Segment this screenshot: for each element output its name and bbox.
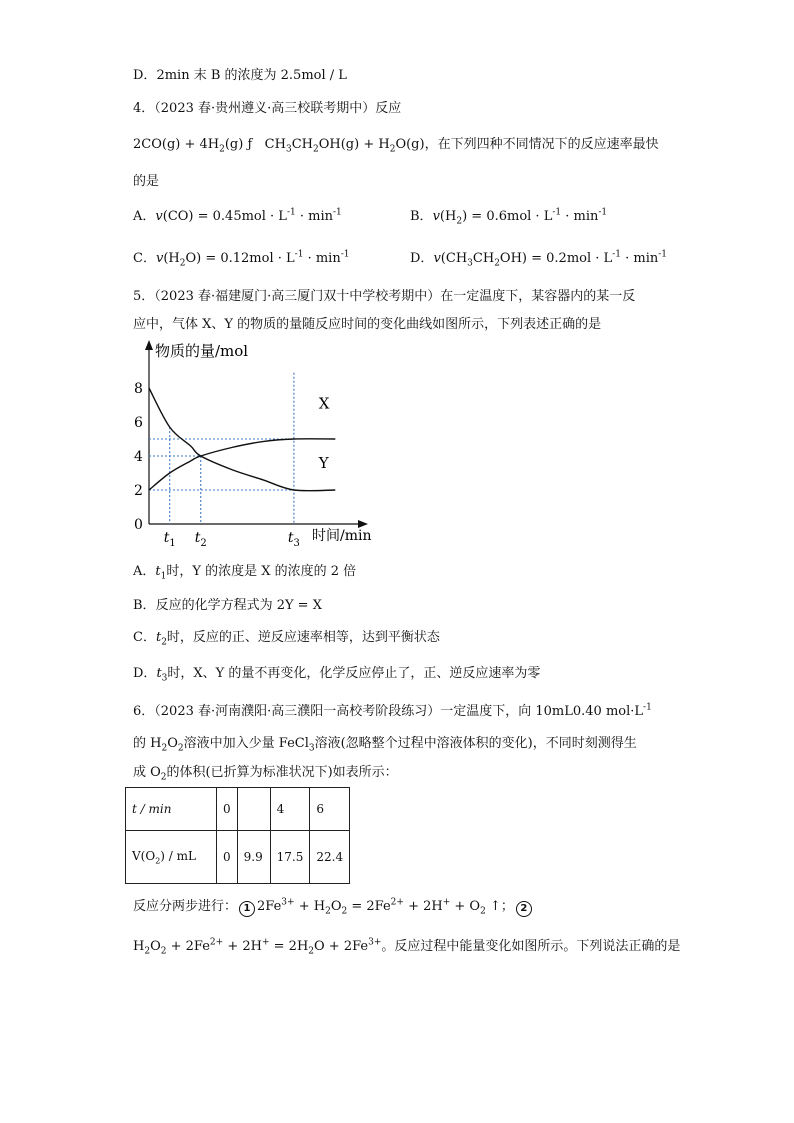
- table-row-time: [126, 788, 350, 831]
- volume-table: [125, 787, 350, 884]
- y-tick-label: 0: [134, 517, 143, 533]
- y-tick-label: 6: [134, 415, 143, 431]
- q4-option-d: D．$v(CH_3CH_2OH) = 0.2mol \cdot L^{-1} \cdot \min^{-1}$: [410, 249, 668, 269]
- y-axis-arrow: [145, 340, 153, 350]
- q6-header: 6．（2023 春·河南濮阳·高三濮阳一高校考阶段练习）一定温度下，向 10mL0.40 $mol\cdot L^{-1}$: [133, 702, 652, 719]
- q5-option-b: B．反应的化学方程式为 2Y = X: [133, 598, 322, 613]
- table-cell: 0: [217, 831, 238, 884]
- q6-line-3: 成 $O_2$的体积(已折算为标准状况下)如表所示：: [133, 765, 398, 783]
- series-label-x: X: [318, 394, 330, 413]
- q4-equation: $2CO(g) + 4H_2(g)$ ƒ $CH_3CH_2OH(g) + H_2O(g)$，在下列四种不同情况下的反应速率最快: [133, 137, 659, 155]
- table-cell: 9.9: [237, 831, 270, 884]
- curve-y: [149, 439, 335, 490]
- table-cell-blank: [237, 788, 270, 831]
- x-tick-label-t1: $t_1$: [163, 530, 176, 549]
- option-label: D．: [133, 68, 157, 83]
- x-axis-title: 时间/min: [312, 528, 372, 544]
- amount-time-chart: [126, 334, 386, 554]
- q6-steps: 反应分两步进行： 1 $2Fe^{3+} + H_2O_2 = 2Fe^{2+} + 2H^+ + O_2$ ↑； 2: [133, 898, 534, 917]
- y-tick-label: 2: [134, 483, 143, 499]
- q4-option-b: B．$v(H_2) = 0.6mol \cdot L^{-1} \cdot \min^{-1}$: [410, 207, 608, 227]
- x-tick-label-t2: $t_2$: [194, 530, 207, 549]
- q3-option-d: [133, 67, 347, 85]
- q4-option-a: A．$v(CO) = 0.45mol \cdot L^{-1} \cdot \min^{-1}$: [133, 207, 342, 224]
- option-text: 2min 末 B 的浓度为 2.5mol / L: [156, 68, 347, 83]
- y-axis-title: 物质的量/mol: [155, 342, 249, 360]
- y-tick-label: 8: [134, 381, 143, 397]
- table-row-volume: [126, 831, 350, 884]
- q6-step-2: $H_2O_2 + 2Fe^{2+} + 2H^+ = 2H_2O + 2Fe^{3+}$。反应过程中能量变化如图所示。下列说法正确的是: [133, 937, 681, 957]
- q4-header: 4．（2023 春·贵州遵义·高三校联考期中）反应: [133, 101, 402, 116]
- y-tick-label: 4: [134, 449, 143, 465]
- q6-line-2: 的 $H_2O_2$溶液中加入少量 FeCl$_3$溶液(忽略整个过程中溶液体积的变化)，不同时刻测得生: [133, 736, 637, 754]
- table-header-volume: $V(O_2)$ / mL: [126, 831, 217, 884]
- q4-continued: 的是: [133, 174, 160, 189]
- q5-header-2: 应中，气体 X、Y 的物质的量随反应时间的变化曲线如图所示，下列表述正确的是: [133, 317, 602, 332]
- x-tick-label-t3: $t_3$: [287, 530, 300, 549]
- x-axis-arrow: [358, 520, 368, 528]
- series-label-y: Y: [318, 453, 329, 472]
- table-header-time: t / min: [126, 788, 217, 831]
- table-cell: 0: [217, 788, 238, 831]
- q5-option-c: C．$t_2$时，反应的正、逆反应速率相等，达到平衡状态: [133, 630, 440, 648]
- q5-option-d: D．$t_3$时，X、Y 的量不再变化，化学反应停止了，正、逆反应速率为零: [133, 666, 541, 684]
- table-cell: 22.4: [310, 831, 350, 884]
- step-2-marker: 2: [516, 901, 532, 917]
- table-cell: 17.5: [270, 831, 310, 884]
- q4-option-c: C．$v(H_2O) = 0.12mol \cdot L^{-1} \cdot \min^{-1}$: [133, 249, 350, 269]
- table-cell: 4: [270, 788, 310, 831]
- table-cell: 6: [310, 788, 350, 831]
- q5-header: 5．（2023 春·福建厦门·高三厦门双十中学校考期中）在一定温度下，某容器内的某一反: [133, 289, 636, 304]
- step-1-marker: 1: [239, 901, 255, 917]
- q5-option-a: A．$t_1$时，Y 的浓度是 X 的浓度的 2 倍: [133, 564, 357, 582]
